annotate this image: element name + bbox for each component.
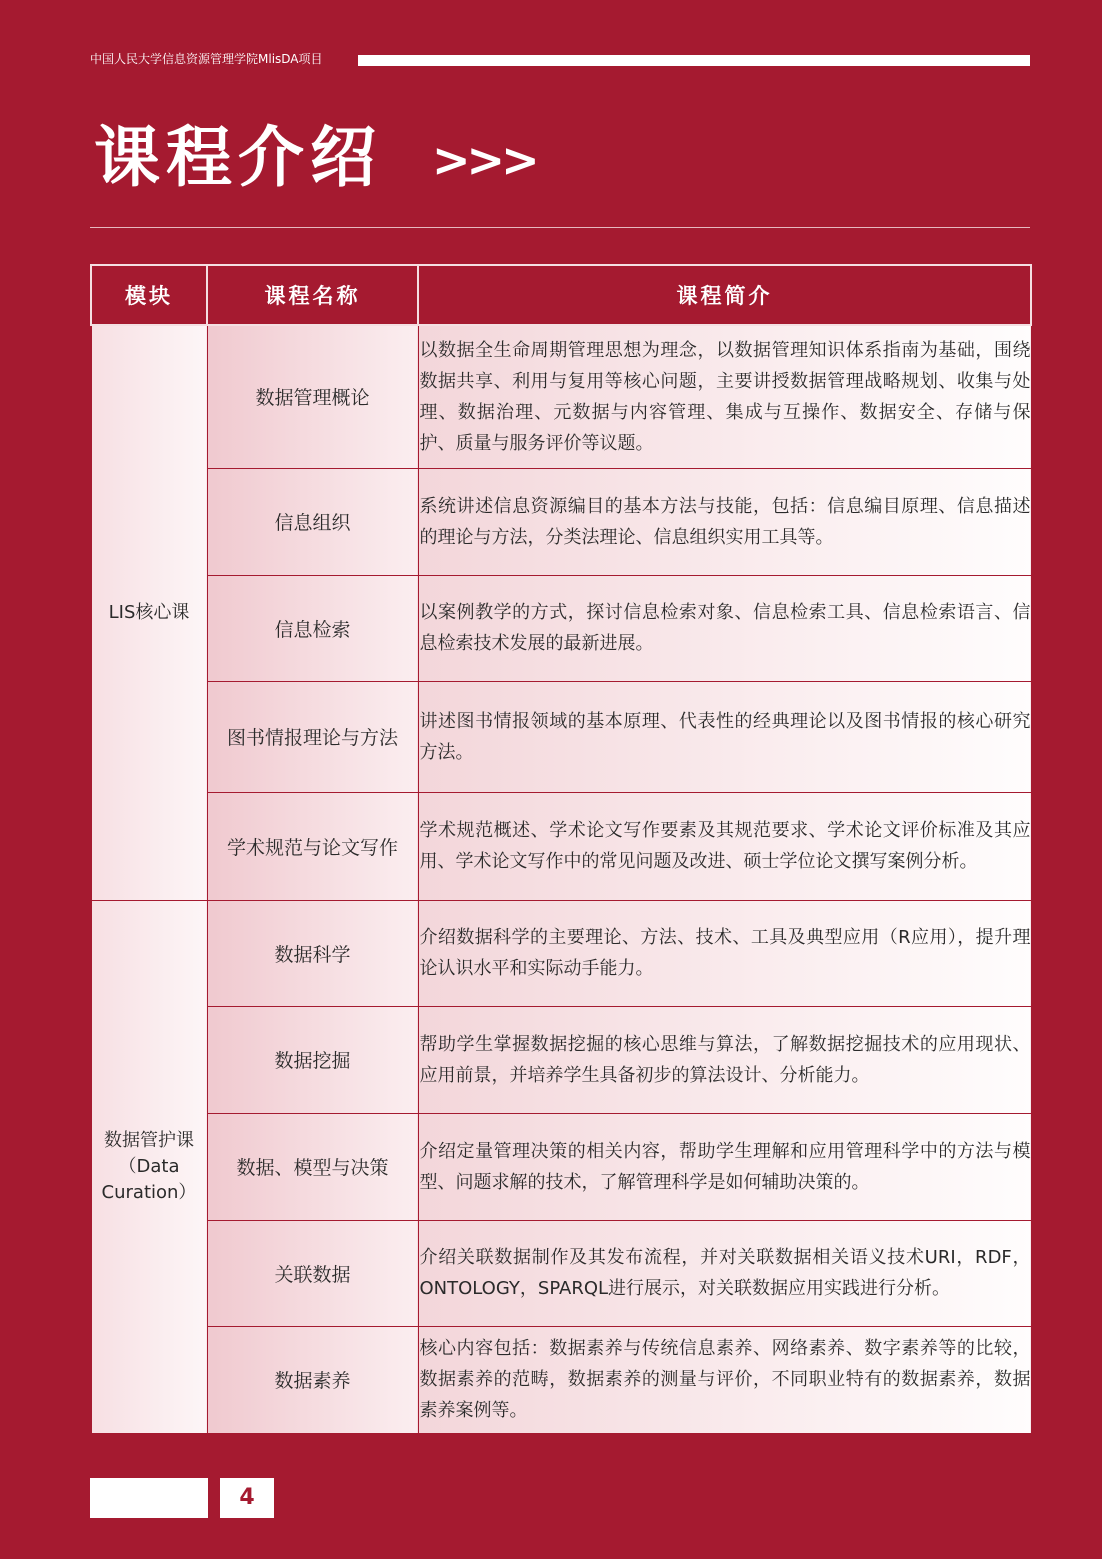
header-bar (90, 50, 1030, 68)
table-row (91, 900, 1031, 1006)
course-desc: 介绍关联数据制作及其发布流程，并对关联数据相关语义技术URI，RDF，ONTOLOGY，SPARQL进行展示，对关联数据应用实践进行分析。 (418, 1220, 1031, 1326)
title-arrows: >>> (432, 133, 536, 187)
table-row (91, 1006, 1031, 1113)
course-name: 数据管理概论 (207, 325, 418, 468)
course-desc: 讲述图书情报领域的基本原理、代表性的经典理论以及图书情报的核心研究方法。 (418, 681, 1031, 792)
header-course-desc: 课程简介 (418, 265, 1031, 325)
course-name: 数据素养 (207, 1326, 418, 1433)
project-name: 中国人民大学信息资源管理学院MlisDA项目 (90, 52, 323, 66)
page-title: 课程介绍 (94, 119, 382, 196)
table-row (91, 468, 1031, 575)
title-divider (90, 227, 1030, 228)
table-row (91, 325, 1031, 468)
course-name: 关联数据 (207, 1220, 418, 1326)
course-desc: 学术规范概述、学术论文写作要素及其规范要求、学术论文评价标准及其应用、学术论文写作中的常见问题及改进、硕士学位论文撰写案例分析。 (418, 792, 1031, 900)
course-desc: 核心内容包括：数据素养与传统信息素养、网络素养、数字素养等的比较，数据素养的范畴，数据素养的测量与评价，不同职业特有的数据素养，数据素养案例等。 (418, 1326, 1031, 1433)
header-line (358, 55, 1030, 66)
course-name: 图书情报理论与方法 (207, 681, 418, 792)
course-desc: 帮助学生掌握数据挖掘的核心思维与算法，了解数据挖掘技术的应用现状、应用前景，并培养学生具备初步的算法设计、分析能力。 (418, 1006, 1031, 1113)
course-table (90, 264, 1032, 1434)
course-desc: 以数据全生命周期管理思想为理念，以数据管理知识体系指南为基础，围绕数据共享、利用与复用等核心问题，主要讲授数据管理战略规划、收集与处理、数据治理、元数据与内容管理、集成与互操作、数据安全、存储与保护、质量与服务评价等议题。 (418, 325, 1031, 468)
course-desc: 介绍定量管理决策的相关内容，帮助学生理解和应用管理科学中的方法与模型、问题求解的技术，了解管理科学是如何辅助决策的。 (418, 1113, 1031, 1220)
module-cell: LIS核心课 (91, 325, 207, 900)
course-name: 学术规范与论文写作 (207, 792, 418, 900)
table-row (91, 792, 1031, 900)
page-number: 4 (220, 1478, 274, 1518)
course-name: 数据挖掘 (207, 1006, 418, 1113)
header-module: 模块 (91, 265, 207, 325)
table-row (91, 1113, 1031, 1220)
table-row (91, 575, 1031, 681)
course-name: 信息检索 (207, 575, 418, 681)
footer-box (90, 1478, 208, 1518)
module-cell: 数据管护课（Data Curation） (91, 900, 207, 1433)
course-name: 信息组织 (207, 468, 418, 575)
table-row (91, 681, 1031, 792)
table-row (91, 1326, 1031, 1433)
course-desc: 以案例教学的方式，探讨信息检索对象、信息检索工具、信息检索语言、信息检索技术发展的最新进展。 (418, 575, 1031, 681)
course-name: 数据、模型与决策 (207, 1113, 418, 1220)
header-course-name: 课程名称 (207, 265, 418, 325)
table-row (91, 1220, 1031, 1326)
course-name: 数据科学 (207, 900, 418, 1006)
table-header-row (91, 265, 1031, 325)
course-desc: 介绍数据科学的主要理论、方法、技术、工具及典型应用（R应用），提升理论认识水平和实际动手能力。 (418, 900, 1031, 1006)
course-desc: 系统讲述信息资源编目的基本方法与技能，包括：信息编目原理、信息描述的理论与方法，分类法理论、信息组织实用工具等。 (418, 468, 1031, 575)
